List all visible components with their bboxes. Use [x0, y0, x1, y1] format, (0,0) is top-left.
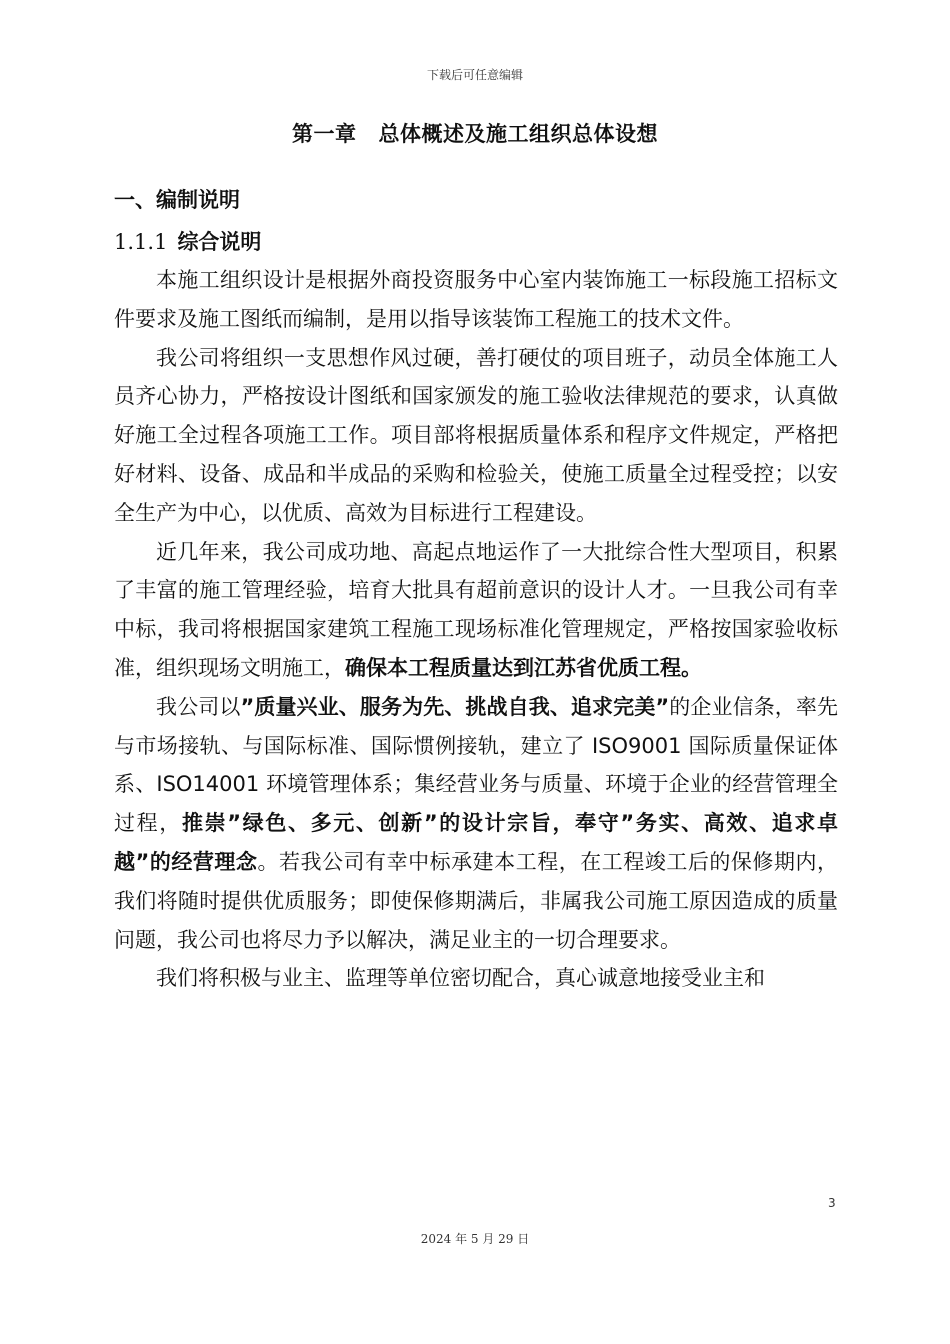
subsection-number: 1.1.1 [114, 230, 168, 254]
chapter-number: 第一章 [292, 122, 357, 146]
paragraph-1: 本施工组织设计是根据外商投资服务中心室内装饰施工一标段施工招标文件要求及施工图纸而编制，是用以指导该装饰工程施工的技术文件。 [114, 268, 838, 331]
paragraph-4-philosophy: 推崇”绿色、多元、创新”的设计宗旨，奉守”务实、高效、追求卓越”的经营理念 [114, 811, 839, 874]
paragraph-4-text-c: 的企业信条，率先与市场接轨、与国际标准、国际惯例接轨，建立了 ISO9001 国际质量保证体系、ISO14001 环境管理体系；集经营业务与质量、环境于企业的经营管理全过程， [114, 694, 839, 836]
paragraph-5: 我们将积极与业主、监理等单位密切配合，真心诚意地接受业主和 [156, 966, 765, 991]
paragraph-4-text-e: 。若我公司有幸中标承建本工程，在工程竣工后的保修期内，我们将随时提供优质服务；即使保修期满后，非属我公司施工原因造成的质量问题，我公司也将尽力予以解决，满足业主的一切合理要求。 [114, 849, 838, 952]
paragraph-4 [114, 688, 838, 960]
body-text [114, 261, 838, 998]
paragraph-3-text: 近几年来，我公司成功地、高起点地运作了一大批综合性大型项目，积累了丰富的施工管理经验，培育大批具有超前意识的设计人才。一旦我公司有幸中标，我司将根据国家建筑工程施工现场标准化管理规定，严格按国家验收标准，组织现场文明施工， [114, 539, 838, 680]
paragraph-4-motto: ”质量兴业、服务为先、挑战自我、追求完美” [240, 694, 670, 719]
paragraph-4-text-a: 我公司以 [156, 694, 241, 719]
page-header: 下载后可任意编辑 [426, 68, 523, 82]
subsection-title [114, 226, 261, 256]
paragraph-3-emphasis: 确保本工程质量达到江苏省优质工程。 [345, 655, 702, 680]
paragraph-2: 我公司将组织一支思想作风过硬，善打硬仗的项目班子，动员全体施工人员齐心协力，严格按设计图纸和国家颁发的施工验收法律规范的要求，认真做好施工全过程各项施工工作。项目部将根据质量体系和程序文件规定，严格把好材料、设备、成品和半成品的采购和检验关，使施工质量全过程受控；以安全生产为中心，以优质、高效为目标进行工程建设。 [114, 345, 838, 525]
paragraph-3 [114, 533, 838, 688]
chapter-name: 总体概述及施工组织总体设想 [378, 122, 658, 146]
page-number: 3 [828, 1196, 836, 1210]
subsection-name: 综合说明 [177, 230, 262, 254]
chapter-title [0, 118, 950, 148]
section-title: 一、编制说明 [114, 188, 240, 212]
page-footer-date: 2024 年 5 月 29 日 [420, 1232, 530, 1246]
